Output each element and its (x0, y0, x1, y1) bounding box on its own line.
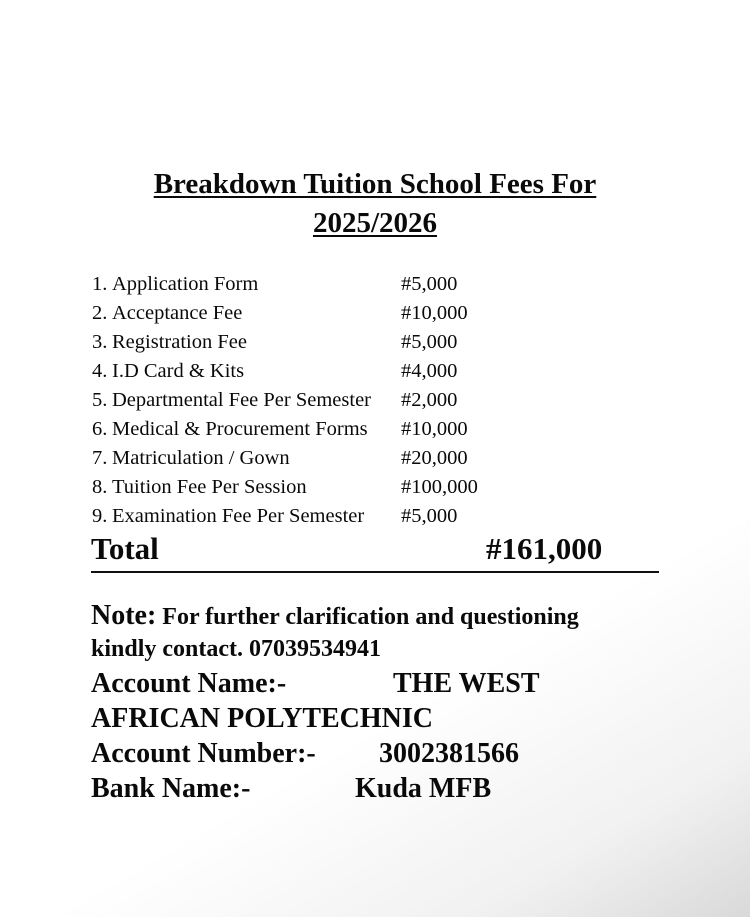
fee-amount: #100,000 (401, 476, 478, 498)
account-number-value: 3002381566 (379, 738, 519, 769)
title-line-2: 2025/2026 (312, 207, 438, 239)
fee-amount: #4,000 (401, 360, 458, 382)
fee-amount: #5,000 (401, 505, 458, 527)
fee-name: I.D Card & Kits (112, 360, 245, 382)
total-row (91, 530, 659, 573)
bank-name-row (91, 771, 492, 806)
fee-row (92, 328, 652, 357)
account-name-continuation (91, 701, 433, 736)
fee-name: Acceptance Fee (112, 302, 243, 324)
fee-number: 2. (92, 302, 108, 324)
fee-number: 1. (92, 273, 108, 295)
fee-amount: #2,000 (401, 389, 458, 411)
account-number-row (91, 736, 519, 771)
fee-name: Tuition Fee Per Session (112, 476, 307, 498)
fee-list (92, 270, 652, 531)
title-line-1: Breakdown Tuition School Fees For (153, 168, 597, 200)
fee-number: 8. (92, 476, 108, 498)
account-number-label: Account Number:- (91, 738, 316, 769)
fee-name: Application Form (112, 273, 259, 295)
fee-number: 9. (92, 505, 108, 527)
fee-number: 6. (92, 418, 108, 440)
note-label: Note: (91, 600, 157, 631)
fee-number: 5. (92, 389, 108, 411)
fee-row (92, 473, 652, 502)
fee-number: 4. (92, 360, 108, 382)
fee-number: 7. (92, 447, 108, 469)
note-text-line-2: kindly contact. 07039534941 (91, 636, 382, 662)
fee-name: Matriculation / Gown (112, 447, 290, 469)
total-value: #161,000 (486, 531, 603, 566)
note-text-line-1: For further clarification and questioning (162, 604, 579, 630)
account-name-label: Account Name:- (91, 668, 287, 699)
fee-number: 3. (92, 331, 108, 353)
fee-row (92, 444, 652, 473)
total-label: Total (91, 531, 159, 566)
fee-row (92, 386, 652, 415)
fee-name: Medical & Procurement Forms (112, 418, 368, 440)
fee-name: Registration Fee (112, 331, 247, 353)
account-name-value-line-2: AFRICAN POLYTECHNIC (91, 703, 434, 734)
fee-row (92, 502, 652, 531)
account-name-value-line-1: THE WEST (393, 668, 540, 699)
fee-row (92, 415, 652, 444)
fee-name: Departmental Fee Per Semester (112, 389, 372, 411)
bank-name-label: Bank Name:- (91, 773, 251, 804)
fee-row (92, 270, 652, 299)
fee-amount: #5,000 (401, 331, 458, 353)
bank-name-value: Kuda MFB (355, 773, 492, 804)
fee-amount: #10,000 (401, 418, 468, 440)
account-name-row (91, 666, 540, 701)
fee-amount: #5,000 (401, 273, 458, 295)
fee-name: Examination Fee Per Semester (112, 505, 365, 527)
document-title (0, 165, 750, 243)
fee-row (92, 299, 652, 328)
fee-amount: #10,000 (401, 302, 468, 324)
note-block (91, 600, 671, 665)
fee-row (92, 357, 652, 386)
fee-amount: #20,000 (401, 447, 468, 469)
